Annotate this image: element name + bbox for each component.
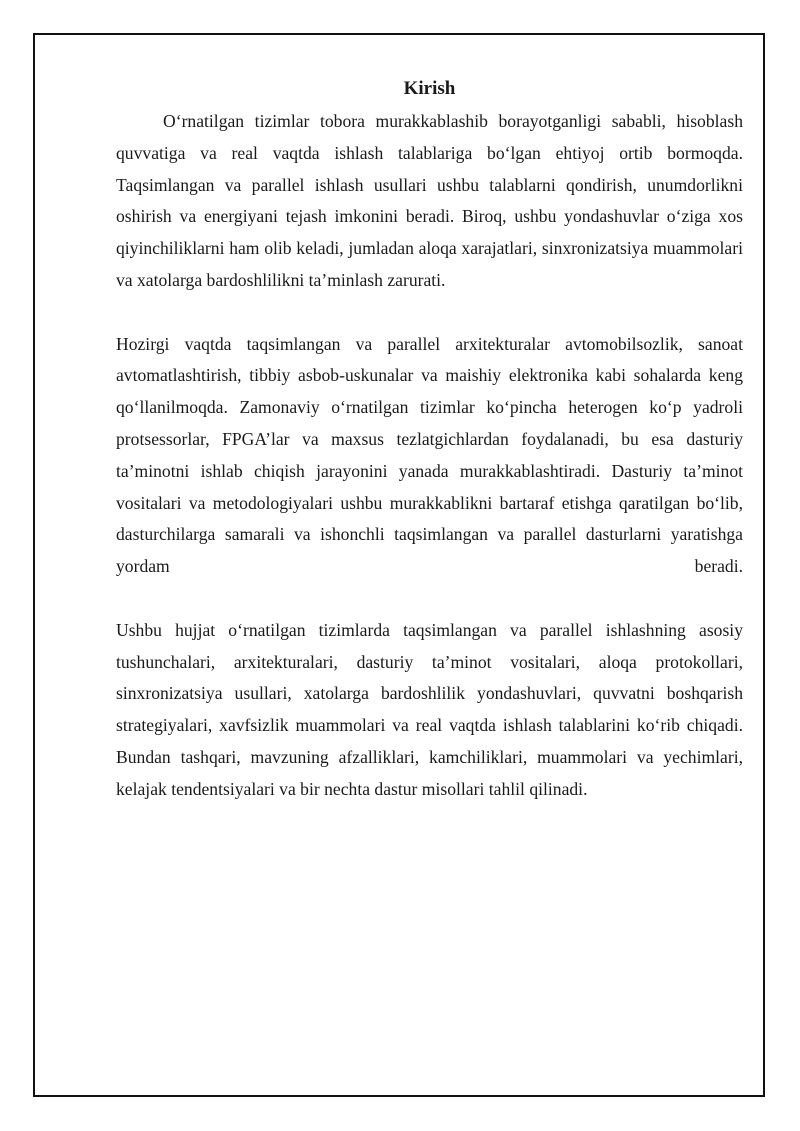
paragraph-scope: Ushbu hujjat o‘rnatilgan tizimlarda taqsimlangan va parallel ishlashning asosiy tushunchalari, arxitekturalari, dasturiy ta’minot vositalari, aloqa protokollari, sinxronizatsiya usullari, xatolarga bardoshlilik yondashuvlari, quvvatni boshqarish strategiyalari, xavfsizlik muammolari va real vaqtda ishlash talablarini ko‘rib chiqadi. Bundan tashqari, mavzuning afzalliklari, kamchiliklari, muammolari va yechimlari, kelajak tendentsiyalari va bir nechta dastur misollari tahlil qilinadi. [116, 619, 743, 799]
paragraph-spacer [116, 583, 743, 615]
paragraph-architectures: Hozirgi vaqtda taqsimlangan va parallel arxitekturalar avtomobilsozlik, sanoat avtomatlashtirish, tibbiy asbob-uskunalar va maishiy elektronika kabi sohalarda keng qo‘llanilmoqda. Zamonaviy o‘rnatilgan tizimlar ko‘pincha heterogen ko‘p yadroli protsessorlar, FPGA’lar va maxsus tezlatgichlardan foydalanadi, bu esa dasturiy ta’minotni ishlab chiqish jarayonini yanada murakkablashtiradi. Dasturiy ta’minot vositalari va metodologiyalari ushbu murakkablikni bartaraf etishga qaratilgan bo‘lib, dasturchilarga samarali va ishonchli taqsimlangan va parallel dasturlarni yaratishga yordam beradi. [116, 333, 743, 577]
document-body [116, 76, 743, 806]
document-title: Kirish [403, 78, 456, 99]
paragraph-spacer [116, 297, 743, 329]
paragraph-intro: O‘rnatilgan tizimlar tobora murakkablashib borayotganligi sababli, hisoblash quvvatiga va real vaqtda ishlash talablariga bo‘lgan ehtiyoj ortib bormoqda. Taqsimlangan va parallel ishlash usullari ushbu talablarni qondirish, unumdorlikni oshirish va energiyani tejash imkonini beradi. Biroq, ushbu yondashuvlar o‘ziga xos qiyinchiliklarni ham olib keladi, jumladan aloqa xarajatlari, sinxronizatsiya muammolari va xatolarga bardoshlilikni ta’minlash zarurati. [116, 111, 743, 290]
